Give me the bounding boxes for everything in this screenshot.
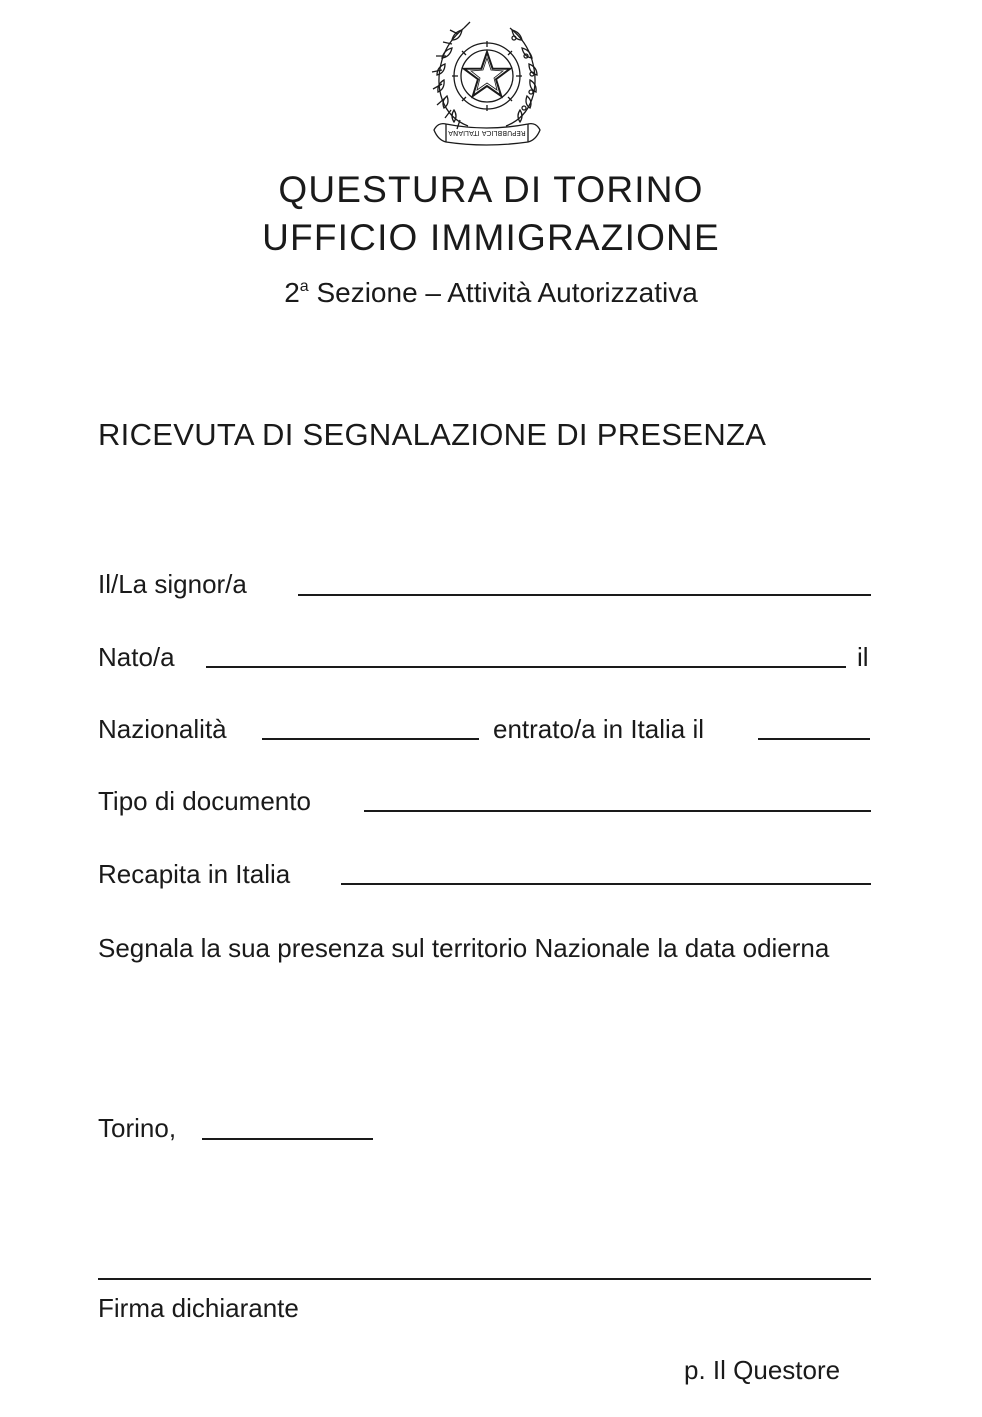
svg-text:REPUBBLICA ITALIANA: REPUBBLICA ITALIANA (448, 129, 526, 137)
documento-label: Tipo di documento (98, 786, 311, 816)
document-title: RICEVUTA DI SEGNALAZIONE DI PRESENZA (98, 417, 767, 452)
nato-field[interactable] (206, 666, 846, 668)
nato-label: Nato/a (98, 642, 175, 672)
section-name-text: Sezione – Attività Autorizzativa (308, 277, 698, 308)
section-ordinal: 2 (284, 277, 300, 308)
place-label: Torino, (98, 1113, 177, 1143)
entrato-date-field[interactable] (758, 738, 870, 740)
section-name-line (0, 270, 982, 310)
signature-label: Firma dichiarante (98, 1293, 299, 1323)
office-name-line: QUESTURA DI TORINO (278, 169, 704, 210)
presence-statement: Segnala la sua presenza sul territorio Nazionale la data odierna (98, 933, 830, 963)
department-name-line: UFFICIO IMMIGRAZIONE (262, 217, 720, 258)
signore-field[interactable] (298, 594, 871, 596)
signore-label: Il/La signor/a (98, 569, 247, 599)
questore-label: p. Il Questore (684, 1355, 841, 1385)
recapito-label: Recapita in Italia (98, 859, 291, 889)
nazionalita-label: Nazionalità (98, 714, 227, 744)
il-label: il (857, 642, 869, 672)
nazionalita-field[interactable] (262, 738, 479, 740)
republic-emblem-icon (428, 14, 546, 150)
signature-line[interactable] (98, 1278, 871, 1280)
recapito-field[interactable] (341, 883, 871, 885)
place-date-field[interactable] (202, 1138, 373, 1140)
section-ordinal-suffix: a (299, 278, 309, 295)
documento-field[interactable] (364, 810, 871, 812)
entrato-label: entrato/a in Italia il (493, 714, 705, 744)
